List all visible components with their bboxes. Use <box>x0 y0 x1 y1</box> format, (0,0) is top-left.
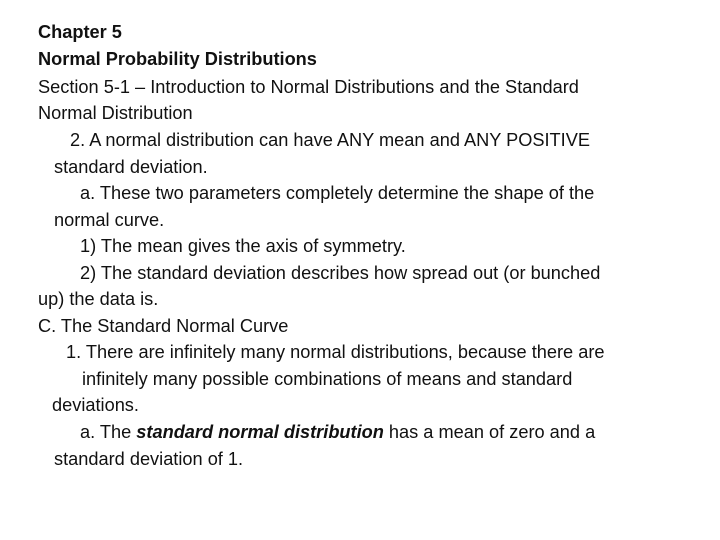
item-2a-1: 1) The mean gives the axis of symmetry. <box>80 236 406 256</box>
chapter-title: Normal Probability Distributions <box>38 49 317 69</box>
item-c1-line-3: deviations. <box>52 395 139 415</box>
item-2a-2-line-2: up) the data is. <box>38 289 159 309</box>
item-c1a-suffix: has a mean of zero and a <box>383 422 596 442</box>
item-2-line-2: standard deviation. <box>54 157 208 177</box>
item-c1-line-2: infinitely many possible combinations of means and standard <box>82 369 573 389</box>
item-2-line-1: 2. A normal distribution can have ANY mean and ANY POSITIVE <box>70 130 590 150</box>
item-2a-line-2: normal curve. <box>54 210 165 230</box>
item-c1a-emphasis: standard normal distribution <box>136 422 384 442</box>
chapter-number: Chapter 5 <box>38 22 122 42</box>
item-c1-line-1: 1. There are infinitely many normal distributions, because there are <box>66 342 605 362</box>
section-heading-line-2: Normal Distribution <box>38 103 193 123</box>
section-heading-line-1: Section 5-1 – Introduction to Normal Distributions and the Standard <box>38 77 579 97</box>
item-2a-line-1: a. These two parameters completely determine the shape of the <box>80 183 595 203</box>
item-c1a-prefix: a. The <box>80 422 137 442</box>
section-c-heading: C. The Standard Normal Curve <box>38 316 289 336</box>
item-c1a-line-2: standard deviation of 1. <box>54 449 244 469</box>
item-c1a-line-1 <box>80 420 595 444</box>
item-2a-2-line-1: 2) The standard deviation describes how spread out (or bunched <box>80 263 601 283</box>
